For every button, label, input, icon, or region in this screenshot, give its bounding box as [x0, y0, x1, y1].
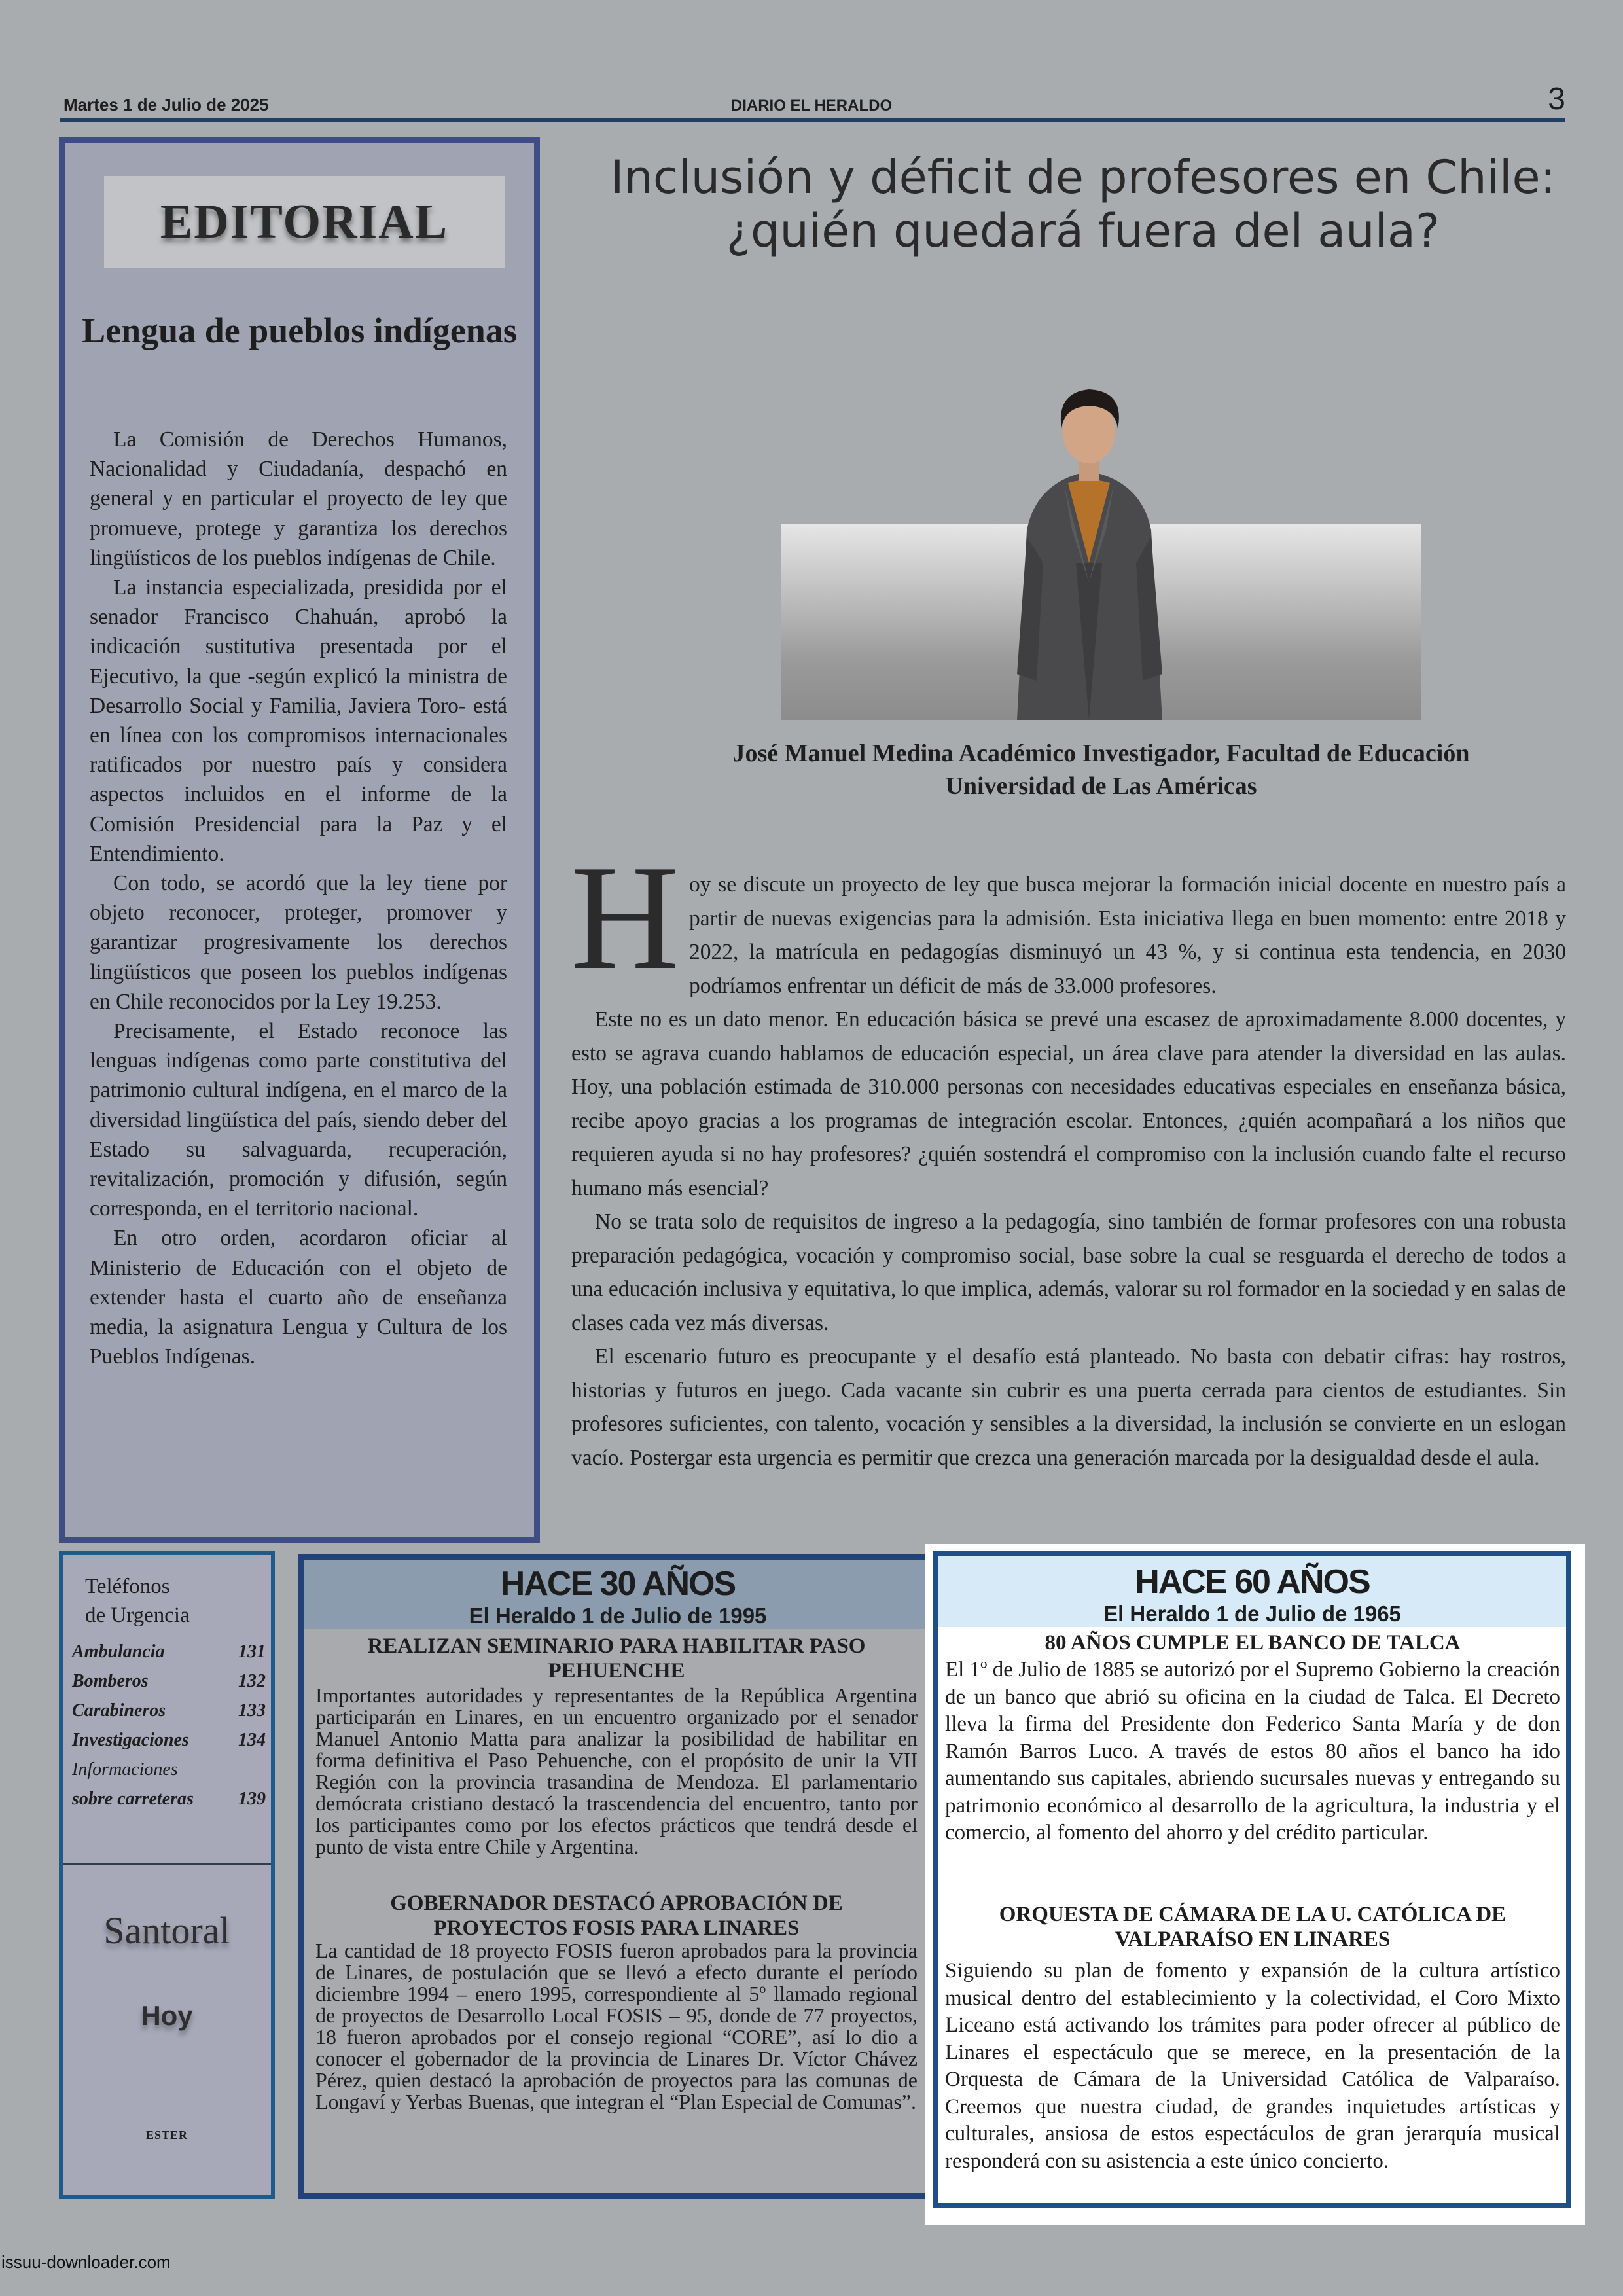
editorial-paragraph: La instancia especializada, presidida por el senador Francisco Chahuán, aprobó la indicación sustitutiva presentada por el Ejecutivo, la que -según explicó la ministra de Desarrollo Social y Familia, Javiera Toro- está en línea con los compromisos internacionales ratificados por nuestro país y considera aspectos incluidos en el informe de la Comisión Presidencial para la Paz y el Entendimiento.	[90, 575, 507, 866]
article-paragraph: Este no es un dato menor. En educación básica se prevé una escasez de aproximadamente 8.000 docentes, y esto se agrava cuando hablamos de educación especial, un área clave para atender la diversidad en las aulas. Hoy, una población estimada de 310.000 personas con necesidades educativas especiales en enseñanza básica, recibe apoyo gracias a los programas de integración escolar. Entonces, ¿quién acompañará a los niños que requieren ayuda si no hay profesores? ¿quién sostendrá el compromiso con la inclusión cuando falte el recurso humano más esencial?	[571, 1007, 1566, 1200]
header-date: Martes 1 de Julio de 2025	[63, 95, 269, 115]
phone-name: Ambulancia	[72, 1641, 165, 1662]
watermark-text: issuu-downloader.com	[1, 2252, 171, 2272]
phones-divider	[63, 1863, 271, 1865]
santoral-today: Hoy	[141, 2000, 193, 2031]
phones-title	[85, 1572, 190, 1630]
editorial-body	[90, 425, 507, 1372]
phone-number: 139	[238, 1789, 266, 1809]
phone-number: 131	[238, 1641, 266, 1662]
hace60-title: HACE 60 AÑOS	[1135, 1563, 1370, 1601]
hace30-headline-2: GOBERNADOR DESTACÓ APROBACIÓN DE PROYECTOS FOSIS PARA LINARES	[390, 1892, 843, 1940]
hace30-paragraph-1: Importantes autoridades y representantes de la República Argentina participarán en Linares, en un encuentro organizado por el senador Manuel Antonio Matta para analizar la posibilidad de habilitar en forma definitiva el Paso Pehuenche, con el propósito de unir la VII Región con la provincia trasandina de Mendoza. El parlamentario demócrata cristiano destacó la trascendencia del encuentro, tanto por los participantes como por los efectos prácticos que tendrá desde el punto de vista entre Chile y Argentina.	[315, 1683, 918, 1858]
phones-title-line2: de Urgencia	[85, 1604, 190, 1627]
history-frame	[298, 1554, 1573, 2199]
hace60-date: El Heraldo 1 de Julio de 1965	[1103, 1602, 1401, 1626]
phone-info-label: Informaciones	[72, 1759, 178, 1780]
editorial-box	[59, 137, 540, 1543]
phone-name: Bomberos	[72, 1671, 149, 1691]
phone-number: 133	[238, 1700, 266, 1721]
phone-name: Carabineros	[72, 1700, 166, 1721]
hace30-date: El Heraldo 1 de Julio de 1995	[469, 1604, 767, 1628]
article-first-paragraph: oy se discute un proyecto de ley que busca mejorar la formación inicial docente en nuestro país a partir de nuevas exigencias para la admisión. Esta iniciativa llega en buen momento: entre 2018 y 2022, la matrícula en pedagogías disminuyó un 43 %, y si continua esta tendencia, en 2030 podríamos enfrentar un déficit de más de 33.000 profesores.	[689, 872, 1566, 998]
header-rule	[60, 118, 1565, 122]
phones-title-line1: Teléfonos	[85, 1575, 170, 1598]
article-body	[571, 1003, 1566, 1475]
hace30-paragraph-2: La cantidad de 18 proyecto FOSIS fueron aprobados para la provincia de Linares, de postulación que se llevó a efecto durante el período diciembre 1994 – enero 1995, correspondiente al 5º llamado regional de proyectos de Desarrollo Local FOSIS – 95, donde de 77 proyectos, 18 fueron aprobados por el consejo regional “CORE”, así lo dio a conocer el gobernador de la provincia de Linares Dr. Víctor Chávez Pérez, quien destacó la aprobación de proyectos para las comunas de Longaví y Yerbas Buenas, que integran el “Plan Especial de Comunas”.	[315, 1939, 918, 2113]
phones-list	[72, 1637, 266, 1814]
hace30-title: HACE 30 AÑOS	[500, 1565, 736, 1603]
header-newspaper-name: DIARIO EL HERALDO	[730, 97, 893, 115]
santoral-saint-name: ESTER	[145, 2128, 188, 2142]
hace60-paragraph-1: El 1º de Julio de 1885 se autorizó por el Supremo Gobierno la creación de un banco que abrió su oficina en la ciudad de Talca. El Decreto lleva la firma del Presidente don Federico Santa María y de don Ramón Barros Luco. A través de estos 80 años el banco ha ido aumentando sus capitales, abriendo sucursales nuevas y entregando su patrimonio económico al desarrollo de la agricultura, la industria y el comercio, al fomento del ahorro y del crédito particular.	[945, 1658, 1560, 1844]
editorial-banner-text: EDITORIAL	[160, 194, 449, 249]
phone-row	[72, 1637, 266, 1666]
page-number: 3	[1548, 82, 1565, 117]
phone-row	[72, 1784, 266, 1814]
author-photo	[781, 367, 1421, 720]
phone-row	[72, 1725, 266, 1755]
editorial-title: Lengua de pueblos indígenas	[82, 311, 517, 350]
hace30-column	[304, 1560, 932, 2193]
article-paragraph: No se trata solo de requisitos de ingreso a la pedagogía, sino también de formar profesores con una robusta preparación pedagógica, vocación y compromiso social, base sobre la cual se resguarda el derecho de todos a una educación inclusiva y equitativa, lo que implica, además, valorar su rol formador en la sociedad y en salas de clases cada vez más diversas.	[571, 1210, 1566, 1335]
editorial-paragraph: En otro orden, acordaron oficiar al Ministerio de Educación con el objeto de extender hasta el cuarto año de enseñanza media, la asignatura Lengua y Cultura de los Pueblos Indígenas.	[90, 1226, 507, 1369]
photo-caption: José Manuel Medina Académico Investigador, Facultad de Educación Universidad de Las Américas	[732, 740, 1470, 800]
phone-number: 132	[238, 1671, 266, 1691]
emergency-phones-box	[59, 1551, 275, 2199]
hace60-headline-2: ORQUESTA DE CÁMARA DE LA U. CATÓLICA DE VALPARAÍSO EN LINARES	[999, 1903, 1507, 1951]
phone-name: Investigaciones	[72, 1730, 189, 1750]
article-dropcap: H	[571, 834, 680, 1001]
editorial-banner	[104, 176, 505, 268]
hace60-headline-1: 80 AÑOS CUMPLE EL BANCO DE TALCA	[1044, 1631, 1461, 1655]
santoral-title: Santoral	[103, 1909, 230, 1952]
editorial-paragraph: Precisamente, el Estado reconoce las lenguas indígenas como parte constitutiva del patrimonio cultural indígena, en el marco de la diversidad lingüística del país, siendo deber del Estado su salvaguarda, recuperación, revitalización, promoción y difusión, según corresponda, en el territorio nacional.	[90, 1019, 507, 1221]
article-paragraph: El escenario futuro es preocupante y el desafío está planteado. No basta con debatir cifras: hay rostros, historias y futuros en juego. Cada vacante sin cubrir es una puerta cerrada para cientos de estudiantes. Sin profesores suficientes, con talento, vocación y sensibles a la diversidad, la inclusión se convierte en un eslogan vacío. Postergar esta urgencia es permitir que crezca una generación marcada por la desigualdad desde el aula.	[571, 1344, 1566, 1470]
phone-row	[72, 1696, 266, 1725]
phone-number: 134	[238, 1730, 266, 1750]
hace60-column	[925, 1544, 1585, 2225]
phone-row	[72, 1666, 266, 1696]
editorial-paragraph: La Comisión de Derechos Humanos, Nacionalidad y Ciudadanía, despachó en general y en particular el proyecto de ley que promueve, protege y garantiza los derechos lingüísticos de los pueblos indígenas de Chile.	[90, 427, 507, 570]
article-headline: Inclusión y déficit de profesores en Chile: ¿quién quedará fuera del aula?	[610, 151, 1556, 258]
hace60-paragraph-2: Siguiendo su plan de fomento y expansión de la cultura artístico musical dentro del establecimiento y la colectividad, el Coro Mixto Liceano está activando los trámites para poder ofrecer al público de Linares el espectáculo que se merece, en la presentación de la Orquesta de Cámara de la Universidad Católica de Valparaíso. Creemos que nuestra ciudad, de grandes inquietudes artísticas y culturales, ansiosa de estos espectáculos de gran jerarquía musical responderá con su asistencia a este único concierto.	[945, 1959, 1560, 2173]
author-portrait-image	[991, 367, 1187, 720]
hace30-headline-1: REALIZAN SEMINARIO PARA HABILITAR PASO PEHUENCHE	[367, 1634, 866, 1683]
phone-name: sobre carreteras	[72, 1789, 194, 1809]
editorial-paragraph: Con todo, se acordó que la ley tiene por objeto reconocer, proteger, promover y garantizar progresivamente los derechos lingüísticos que poseen los pueblos indígenas en Chile reconocidos por la Ley 19.253.	[90, 871, 507, 1014]
